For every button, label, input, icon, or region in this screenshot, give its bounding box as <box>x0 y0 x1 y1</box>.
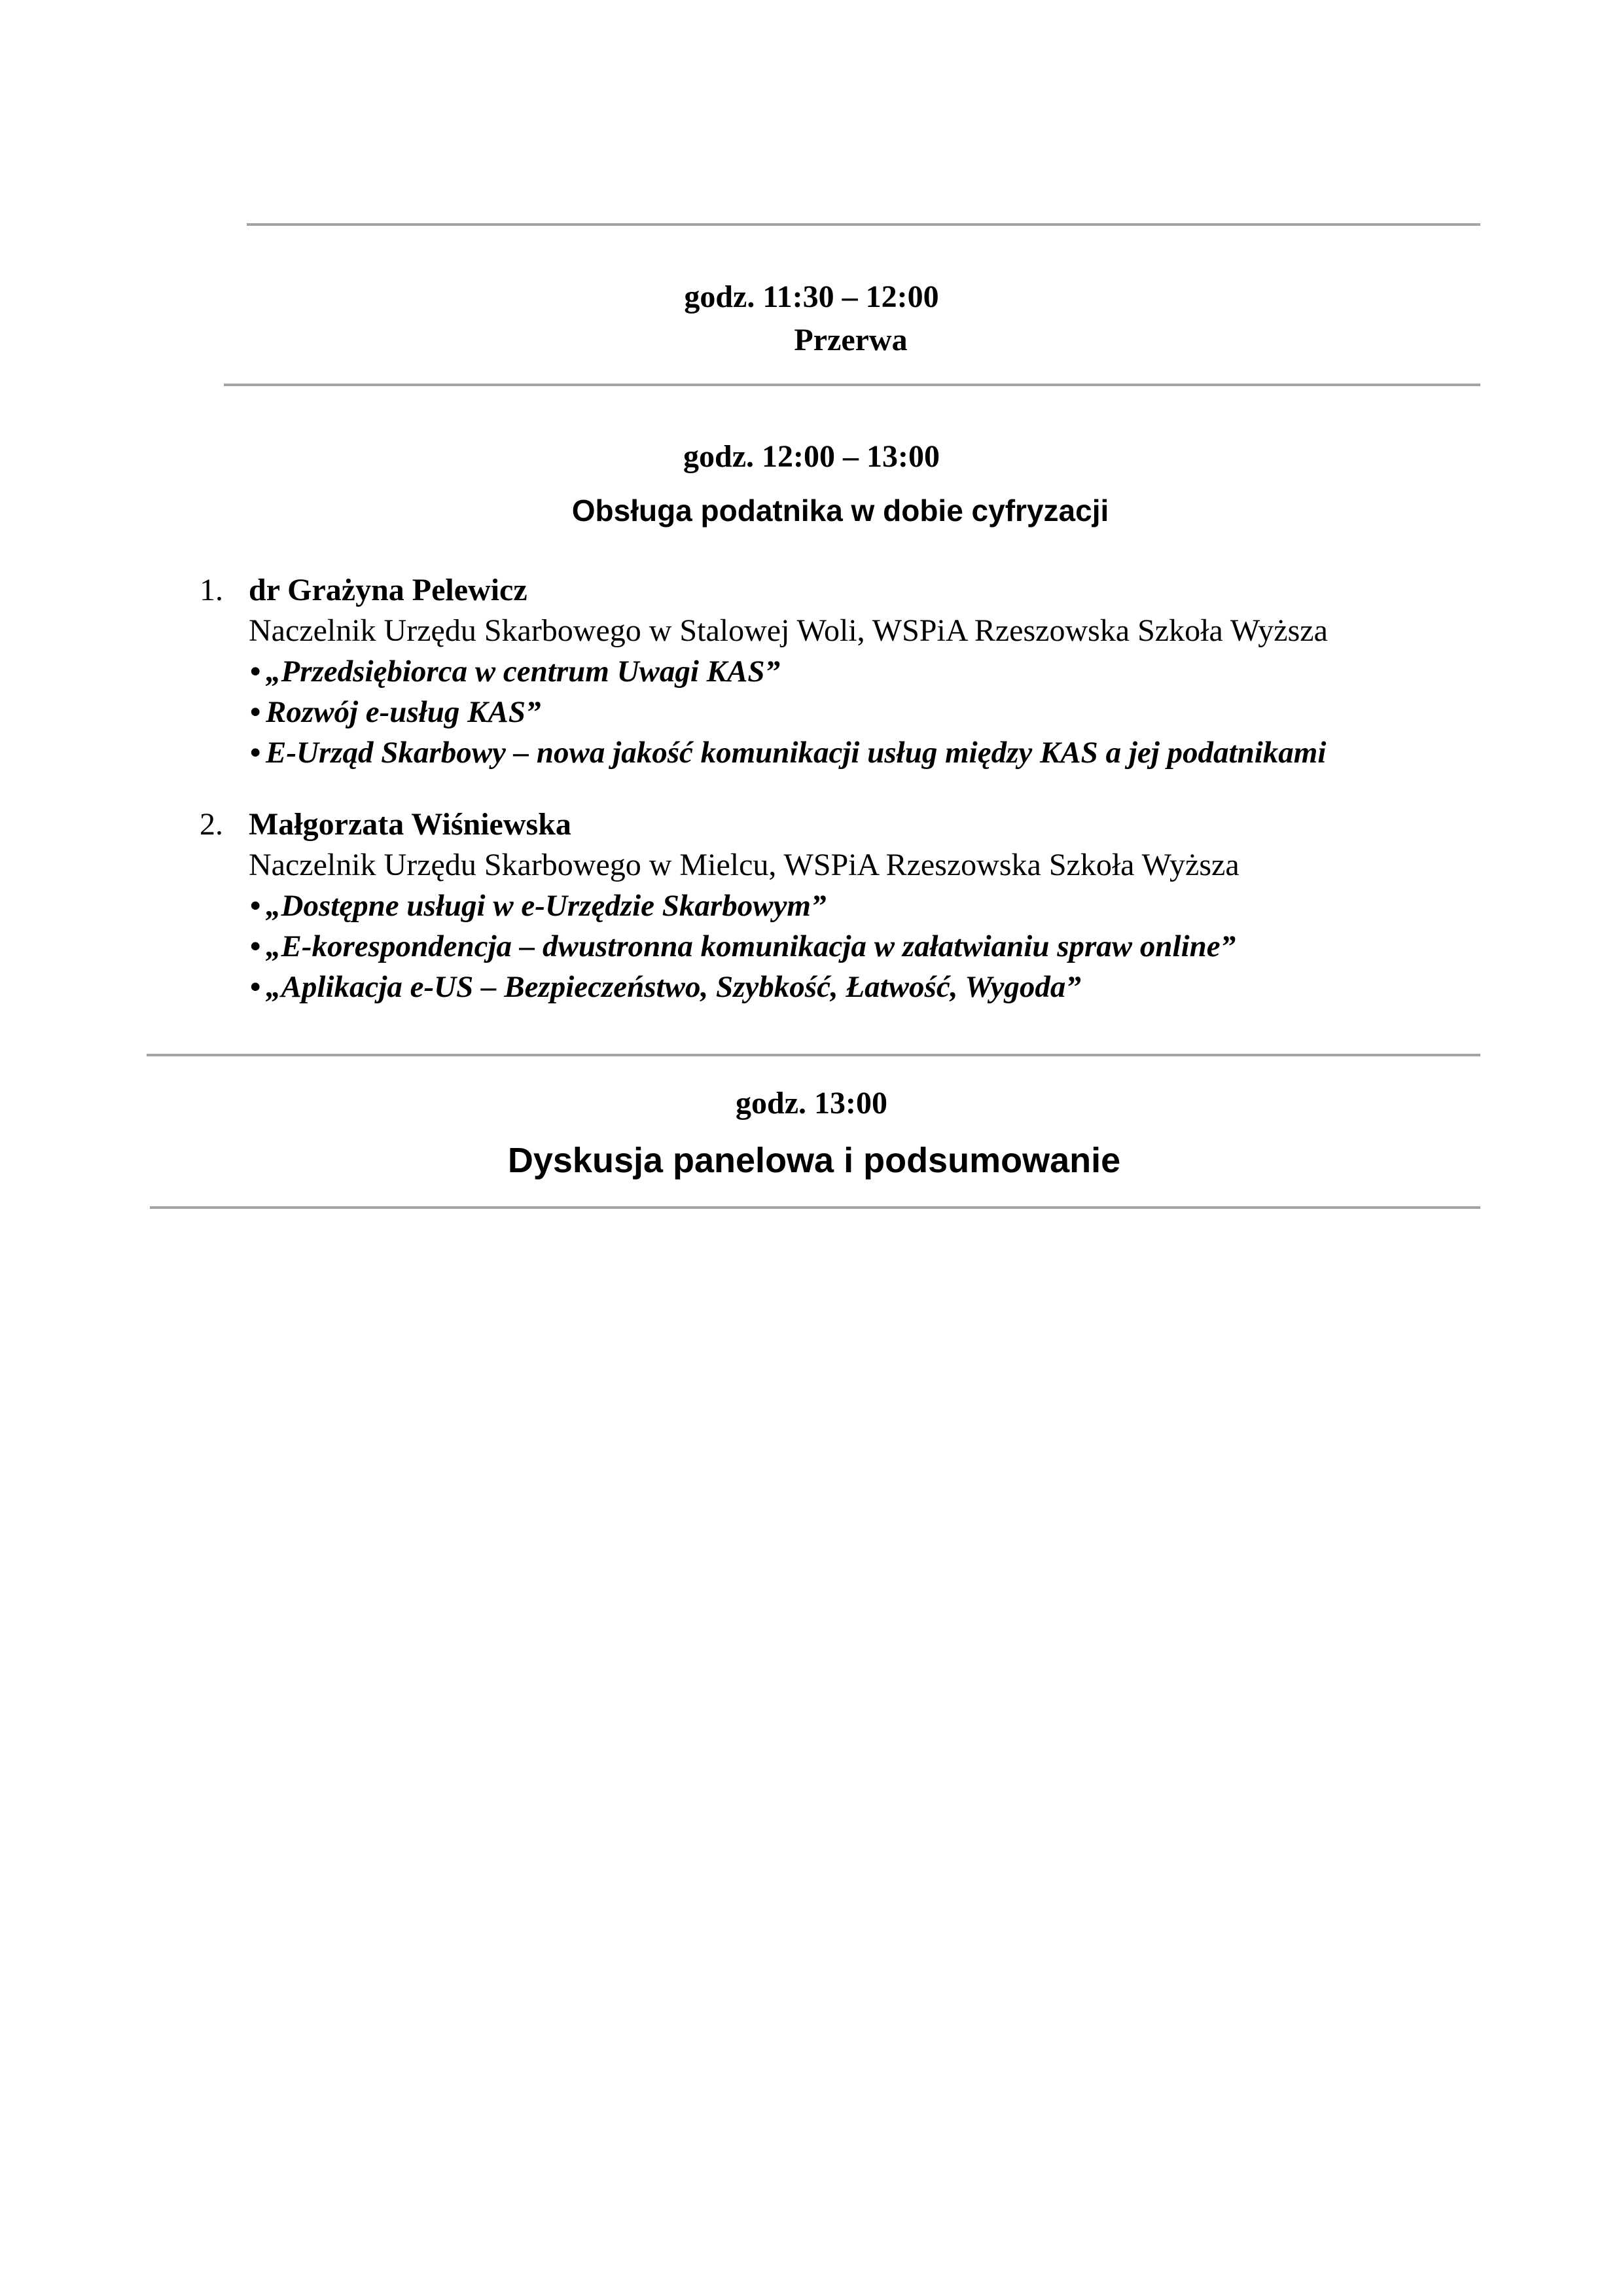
talk-topic <box>250 886 1623 926</box>
speaker-name: Małgorzata Wiśniewska <box>249 807 571 842</box>
bullet-icon: • <box>250 929 261 963</box>
speaker-name-line <box>200 570 1623 611</box>
speaker-name-line <box>200 804 1623 845</box>
bullet-icon: • <box>250 695 261 729</box>
section-divider-bottom <box>150 1206 1480 1209</box>
session-time-panel: godz. 12:00 – 13:00 <box>683 439 940 474</box>
topic-text: „Dostępne usługi w e-Urzędzie Skarbowym” <box>266 889 827 923</box>
session-time-break: godz. 11:30 – 12:00 <box>684 279 939 314</box>
session-title-break: Przerwa <box>794 323 908 357</box>
section-divider-after-break <box>224 384 1480 386</box>
bullet-icon: • <box>250 736 261 770</box>
speaker-affiliation: Naczelnik Urzędu Skarbowego w Mielcu, WSPiA Rzeszowska Szkoła Wyższa <box>249 848 1240 882</box>
talk-topic <box>250 651 1623 692</box>
bullet-icon: • <box>250 970 261 1004</box>
talk-topic <box>250 967 1623 1007</box>
talk-topic <box>250 732 1623 773</box>
bullet-icon: • <box>250 889 261 923</box>
section-divider-top <box>247 223 1480 226</box>
bullet-icon: • <box>250 655 261 689</box>
speaker-affiliation: Naczelnik Urzędu Skarbowego w Stalowej Woli, WSPiA Rzeszowska Szkoła Wyższa <box>249 613 1328 648</box>
talk-topic <box>250 692 1623 732</box>
session-time-closing: godz. 13:00 <box>736 1086 887 1121</box>
speaker-number: 2. <box>200 807 223 842</box>
topic-text: „Przedsiębiorca w centrum Uwagi KAS” <box>266 655 781 689</box>
speaker-entry-1 <box>0 570 1623 773</box>
talk-topic <box>250 926 1623 967</box>
topic-text: E-Urząd Skarbowy – nowa jakość komunikacji usług między KAS a jej podatnikami <box>266 736 1327 770</box>
topic-text: „E-korespondencja – dwustronna komunikacja w załatwianiu spraw online” <box>266 929 1236 963</box>
section-divider-before-closing <box>147 1054 1480 1056</box>
speaker-entry-2 <box>0 804 1623 1007</box>
session-title-panel: Obsługa podatnika w dobie cyfryzacji <box>571 493 1109 528</box>
speaker-name: dr Grażyna Pelewicz <box>249 573 527 607</box>
session-title-closing: Dyskusja panelowa i podsumowanie <box>507 1141 1121 1180</box>
topic-text: „Aplikacja e-US – Bezpieczeństwo, Szybkość, Łatwość, Wygoda” <box>266 970 1081 1004</box>
speaker-number: 1. <box>200 573 223 607</box>
topic-text: Rozwój e-usług KAS” <box>266 695 541 729</box>
